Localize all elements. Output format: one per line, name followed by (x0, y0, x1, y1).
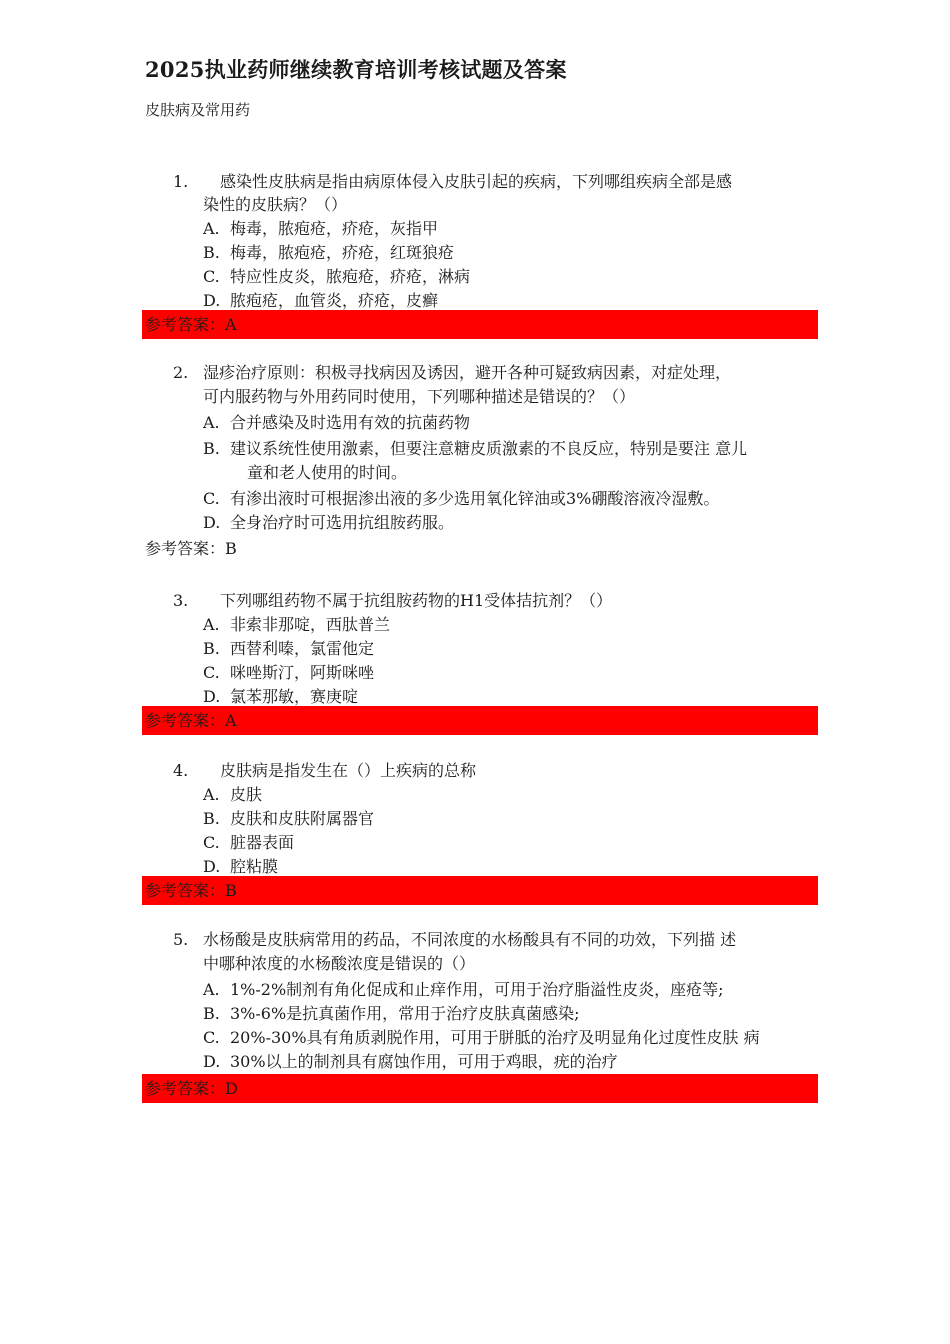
option-letter: D. (203, 857, 221, 876)
answer-text: 参考答案：A (145, 315, 237, 334)
question-stem-line: 中哪种浓度的水杨酸浓度是错误的（） (203, 954, 476, 973)
option-letter: B. (203, 809, 220, 828)
option-text: 皮肤 (230, 785, 263, 804)
answer-text: 参考答案：B (145, 881, 237, 900)
question-number: 3. (173, 591, 189, 610)
option-text: 30%以上的制剂具有腐蚀作用，可用于鸡眼，疣的治疗 (230, 1052, 618, 1071)
option-letter: A. (203, 615, 220, 634)
option-text: 有渗出液时可根据渗出液的多少选用氧化锌油或3%硼酸溶液冷湿敷。 (230, 489, 720, 508)
option-letter: C. (203, 267, 220, 286)
question-stem-line: 可内服药物与外用药同时使用，下列哪种描述是错误的？（） (203, 387, 636, 406)
option-letter: B. (203, 243, 220, 262)
answer-text: 参考答案：B (145, 539, 237, 558)
option-letter: D. (203, 687, 221, 706)
answer-text: 参考答案：A (145, 711, 237, 730)
option-letter: A. (203, 413, 220, 432)
answer-highlight (142, 706, 818, 735)
option-text: 梅毒，脓疱疮，疥疮，灰指甲 (230, 219, 439, 238)
option-letter: C. (203, 489, 220, 508)
question-number: 2. (173, 363, 189, 382)
answer-highlight (142, 876, 818, 905)
option-text: 梅毒，脓疱疮，疥疮，红斑狼疮 (230, 243, 455, 262)
option-letter: D. (203, 291, 221, 310)
option-letter: A. (203, 980, 220, 999)
question-stem-line: 感染性皮肤病是指由病原体侵入皮肤引起的疾病，下列哪组疾病全部是感 (220, 172, 733, 191)
answer-text: 参考答案：D (145, 1079, 238, 1098)
option-letter: C. (203, 663, 220, 682)
option-letter: C. (203, 1028, 220, 1047)
answer-highlight (142, 310, 818, 339)
option-text: 建议系统性使用激素，但要注意糖皮质激素的不良反应，特别是要注 意儿 (230, 439, 748, 458)
page-title: 2025执业药师继续教育培训考核试题及答案 (145, 57, 567, 82)
option-text: 西替利嗪，氯雷他定 (230, 639, 375, 658)
option-text: 1%-2%制剂有角化促成和止痒作用，可用于治疗脂溢性皮炎，座疮等; (230, 980, 724, 999)
option-text: 特应性皮炎，脓疱疮，疥疮，淋病 (230, 267, 471, 286)
option-text: 脏器表面 (230, 833, 295, 852)
question-number: 1. (173, 172, 189, 191)
option-text: 非索非那啶，西肽普兰 (230, 615, 391, 634)
option-letter: A. (203, 219, 220, 238)
option-letter: C. (203, 833, 220, 852)
answer-highlight (142, 1074, 818, 1103)
option-letter: B. (203, 439, 220, 458)
question-number: 4. (173, 761, 189, 780)
section-subtitle: 皮肤病及常用药 (145, 101, 251, 119)
option-letter: B. (203, 639, 220, 658)
option-text: 合并感染及时选用有效的抗菌药物 (230, 413, 471, 432)
option-letter: B. (203, 1004, 220, 1023)
option-letter: D. (203, 1052, 221, 1071)
question-stem-line: 皮肤病是指发生在（）上疾病的总称 (220, 761, 477, 780)
question-stem-line: 水杨酸是皮肤病常用的药品，不同浓度的水杨酸具有不同的功效，下列描 述 (203, 930, 737, 949)
question-stem-line: 下列哪组药物不属于抗组胺药物的H1受体拮抗剂？（） (220, 591, 613, 610)
option-text: 咪唑斯汀，阿斯咪唑 (230, 663, 375, 682)
question-number: 5. (173, 930, 189, 949)
question-stem-line: 染性的皮肤病？（） (203, 195, 348, 214)
option-text: 氯苯那敏，赛庚啶 (230, 687, 359, 706)
option-text: 全身治疗时可选用抗组胺药服。 (230, 513, 455, 532)
option-letter: D. (203, 513, 221, 532)
option-text-continued: 童和老人使用的时间。 (247, 463, 408, 482)
question-stem-line: 湿疹治疗原则：积极寻找病因及诱因，避开各种可疑致病因素，对症处理， (203, 363, 732, 382)
option-text: 腔粘膜 (230, 857, 279, 876)
option-text: 脓疱疮，血管炎，疥疮，皮癣 (230, 291, 439, 310)
option-text: 20%-30%具有角质剥脱作用，可用于胼胝的治疗及明显角化过度性皮肤 病 (230, 1028, 760, 1047)
option-text: 3%-6%是抗真菌作用，常用于治疗皮肤真菌感染; (230, 1004, 580, 1023)
option-text: 皮肤和皮肤附属器官 (230, 809, 375, 828)
option-letter: A. (203, 785, 220, 804)
